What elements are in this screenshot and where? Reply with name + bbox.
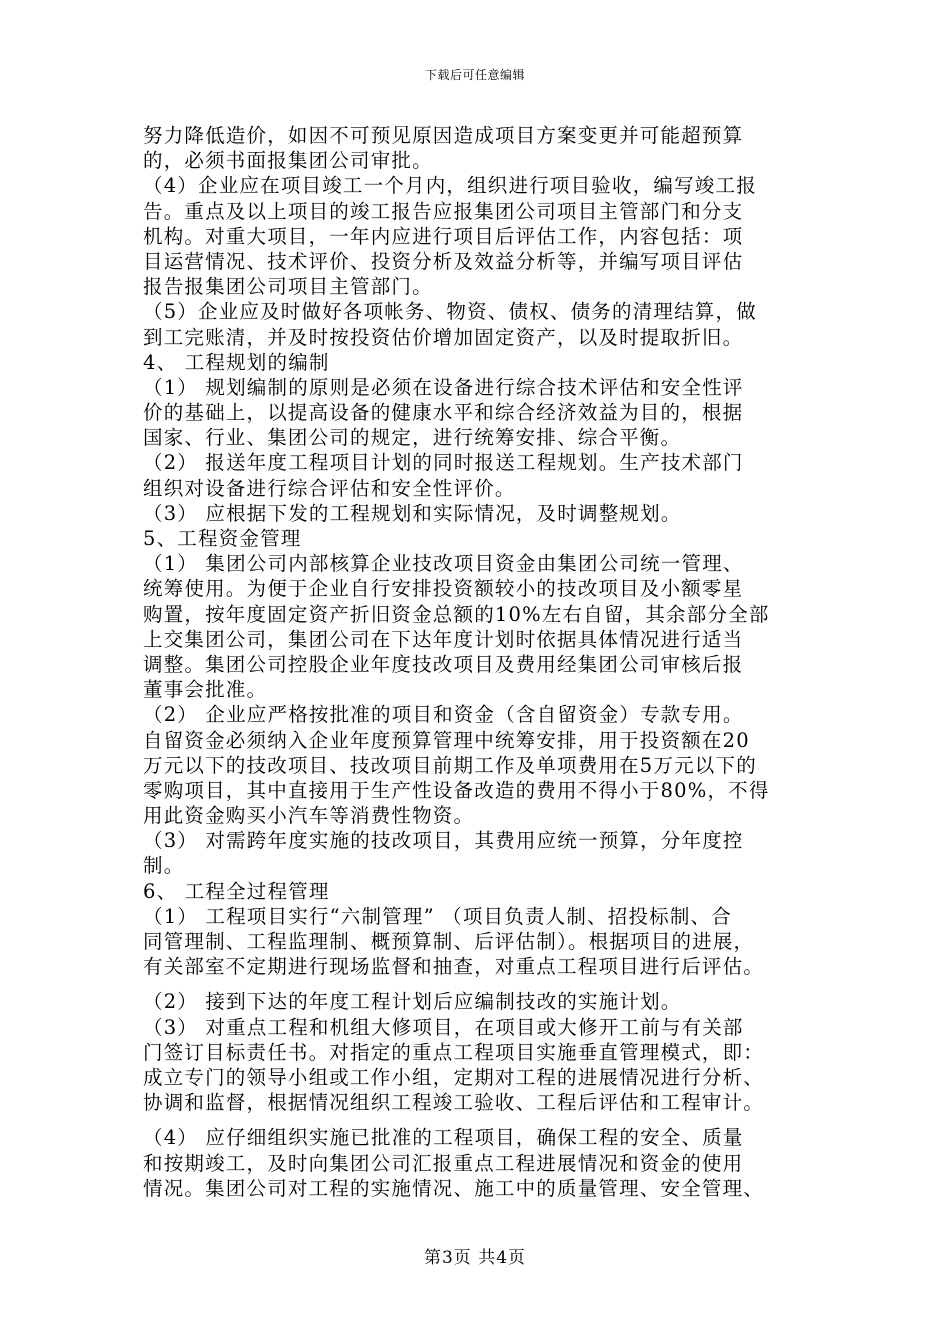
paragraph xyxy=(143,450,823,500)
text-line: （3） 对需跨年度实施的技改项目，其费用应统一预算，分年度控 xyxy=(143,829,744,853)
page-footer xyxy=(0,1243,950,1268)
text-line: 同管理制、工程监理制、概预算制、后评估制）。根据项目的进展， xyxy=(143,930,755,953)
text-line: 目运营情况、技术评价、投资分析及效益分析等，并编写项目评估 xyxy=(143,249,744,273)
text-line: 购置，按年度固定资产折旧资金总额的10%左右自留，其余部分全部 xyxy=(143,602,770,626)
text-line: 门签订目标责任书。对指定的重点工程项目实施垂直管理模式，即： xyxy=(143,1040,765,1064)
paragraph-gap xyxy=(143,1115,823,1125)
text-line: 统筹使用。为便于企业自行安排投资额较小的技改项目及小额零星 xyxy=(143,577,744,601)
text-line: 自留资金必须纳入企业年度预算管理中统筹安排，用于投资额在20 xyxy=(143,728,750,752)
footer-middle: 页 共 xyxy=(453,1248,497,1268)
text-line: （2） 接到下达的年度工程计划后应编制技改的实施计划。 xyxy=(143,990,682,1014)
paragraph xyxy=(143,702,823,828)
text-line: 上交集团公司，集团公司在下达年度计划时依据具体情况进行适当 xyxy=(143,627,744,651)
paragraph xyxy=(143,123,823,173)
text-line: 到工完账清，并及时按投资估价增加固定资产，以及时提取折旧。 xyxy=(143,325,744,349)
text-line: 国家、行业、集团公司的规定，进行统筹安排、综合平衡。 xyxy=(143,426,682,450)
footer-suffix: 页 xyxy=(508,1248,527,1268)
paragraph xyxy=(143,1015,823,1116)
paragraph xyxy=(143,904,823,980)
paragraph xyxy=(143,375,823,451)
footer-total-pages: 4 xyxy=(496,1248,509,1268)
document-body xyxy=(143,123,823,1201)
paragraph-gap xyxy=(143,979,823,989)
paragraph xyxy=(143,1125,823,1201)
text-line: 调整。集团公司控股企业年度技改项目及费用经集团公司审核后报 xyxy=(143,652,744,676)
text-line: 的，必须书面报集团公司审批。 xyxy=(143,149,433,173)
paragraph xyxy=(143,350,823,375)
text-line: 董事会批准。 xyxy=(143,678,268,702)
paragraph xyxy=(143,828,823,878)
text-line: 组织对设备进行综合评估和安全性评价。 xyxy=(143,476,516,500)
text-line: 报告报集团公司项目主管部门。 xyxy=(143,275,433,299)
text-line: （1） 规划编制的原则是必须在设备进行综合技术评估和安全性评 xyxy=(143,375,744,399)
page-header: 下载后可任意编辑 xyxy=(424,68,525,82)
text-line: 和按期竣工，及时向集团公司汇报重点工程进展情况和资金的使用 xyxy=(143,1151,744,1175)
text-line: 零购项目，其中直接用于生产性设备改造的费用不得小于80%，不得 xyxy=(143,778,770,802)
text-line: 4、 工程规划的编制 xyxy=(143,350,330,374)
text-line: 6、 工程全过程管理 xyxy=(143,879,330,903)
text-line: （1） 工程项目实行“六制管理” （项目负责人制、招投标制、合 xyxy=(143,904,732,928)
text-line: （1） 集团公司内部核算企业技改项目资金由集团公司统一管理、 xyxy=(143,552,744,576)
text-line: 情况。集团公司对工程的实施情况、施工中的质量管理、安全管理、 xyxy=(143,1176,765,1200)
text-line: 协调和监督，根据情况组织工程竣工验收、工程后评估和工程审计。 xyxy=(143,1091,765,1115)
text-line: （5）企业应及时做好各项帐务、物资、债权、债务的清理结算，做 xyxy=(143,300,757,324)
paragraph xyxy=(143,526,823,551)
paragraph xyxy=(143,551,823,702)
text-line: 告。重点及以上项目的竣工报告应报集团公司项目主管部门和分支 xyxy=(143,199,744,223)
text-line: （2） 报送年度工程项目计划的同时报送工程规划。生产技术部门 xyxy=(143,451,744,475)
text-line: （3） 对重点工程和机组大修项目，在项目或大修开工前与有关部 xyxy=(143,1015,744,1039)
text-line: （4）企业应在项目竣工一个月内，组织进行项目验收，编写竣工报 xyxy=(143,174,757,198)
text-line: 万元以下的技改项目、技改项目前期工作及单项费用在5万元以下的 xyxy=(143,753,757,777)
text-line: 用此资金购买小汽车等消费性物资。 xyxy=(143,804,475,828)
text-line: 制。 xyxy=(143,854,185,878)
text-line: 机构。对重大项目，一年内应进行项目后评估工作，内容包括：项 xyxy=(143,224,744,248)
text-line: 成立专门的领导小组或工作小组，定期对工程的进展情况进行分析、 xyxy=(143,1065,765,1089)
paragraph xyxy=(143,299,823,349)
text-line: （4） 应仔细组织实施已批准的工程项目，确保工程的安全、质量 xyxy=(143,1126,744,1150)
paragraph xyxy=(143,501,823,526)
paragraph xyxy=(143,989,823,1014)
paragraph xyxy=(143,173,823,299)
text-line: 价的基础上，以提高设备的健康水平和综合经济效益为目的，根据 xyxy=(143,401,744,425)
footer-page-number: 3 xyxy=(441,1248,454,1268)
text-line: （2） 企业应严格按批准的项目和资金（含自留资金）专款专用。 xyxy=(143,703,744,727)
text-line: 5、工程资金管理 xyxy=(143,527,302,550)
text-line: 努力降低造价，如因不可预见原因造成项目方案变更并可能超预算 xyxy=(143,124,744,147)
footer-prefix: 第 xyxy=(423,1248,442,1268)
text-line: 有关部室不定期进行现场监督和抽查，对重点工程项目进行后评估。 xyxy=(143,955,765,979)
text-line: （3） 应根据下发的工程规划和实际情况，及时调整规划。 xyxy=(143,501,682,525)
paragraph xyxy=(143,879,823,904)
